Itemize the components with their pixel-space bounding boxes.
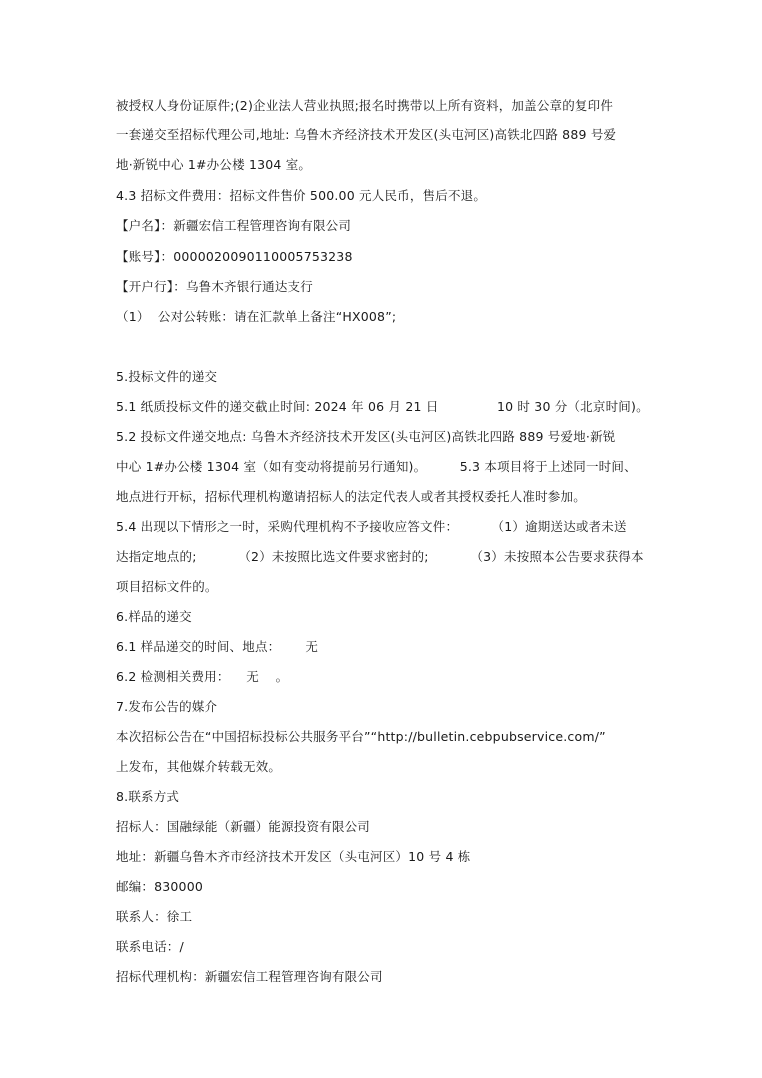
text-line-media: 本次招标公告在“中国招标投标公共服务平台”“http://bulletin.cebpubservice.com/” — [116, 729, 606, 744]
text-line-agency: 招标代理机构：新疆宏信工程管理咨询有限公司 — [116, 969, 383, 984]
text-line-rejection-end: 项目招标文件的。 — [116, 579, 218, 594]
text-line-opening: 地点进行开标，招标代理机构邀请招标人的法定代表人或者其授权委托人准时参加。 — [116, 489, 586, 504]
text-line-bank: 【开户行】：乌鲁木齐银行通达支行 — [116, 279, 313, 294]
text-line-tenderer: 招标人：国融绿能（新疆）能源投资有限公司 — [116, 819, 371, 834]
text-line-phone: 联系电话：/ — [116, 939, 184, 954]
text-line-submit-address: 一套递交至招标代理公司,地址: 乌鲁木齐经济技术开发区(头屯河区)高铁北四路 889 号爱 — [116, 127, 617, 142]
text-line-location-cont: 中心 1#办公楼 1304 室（如有变动将提前另行通知)。 5.3 本项目将于上述同一时间、 — [116, 459, 637, 474]
text-line-rejection: 5.4 出现以下情形之一时，采购代理机构不予接收应答文件： （1）逾期送达或者未送 — [116, 519, 627, 534]
text-line-rejection-cont: 达指定地点的; （2）未按照比选文件要求密封的; （3）未按照本公告要求获得本 — [116, 549, 644, 564]
section-heading-6: 6.样品的递交 — [116, 609, 192, 624]
text-line-deadline: 5.1 纸质投标文件的递交截止时间: 2024 年 06 月 21 日 10 时 30 分（北京时间)。 — [116, 399, 649, 414]
text-line-postcode: 邮编：830000 — [116, 879, 204, 894]
section-heading-7: 7.发布公告的媒介 — [116, 699, 218, 714]
text-line-fee: 4.3 招标文件费用：招标文件售价 500.00 元人民币，售后不退。 — [116, 188, 487, 203]
text-line-media-cont: 上发布，其他媒介转载无效。 — [116, 759, 282, 774]
section-heading-5: 5.投标文件的递交 — [116, 369, 218, 384]
text-line-contact: 联系人：徐工 — [116, 909, 193, 924]
text-line-transfer-note: （1） 公对公转账：请在汇款单上备注“HX008”; — [116, 309, 397, 324]
text-line-location: 5.2 投标文件递交地点: 乌鲁木齐经济技术开发区(头屯河区)高铁北四路 889 号爱地·新锐 — [116, 429, 616, 444]
section-heading-8: 8.联系方式 — [116, 789, 180, 804]
text-line-address-cont: 地·新锐中心 1#办公楼 1304 室。 — [116, 157, 312, 172]
text-line-account-number: 【账号】：0000020090110005753238 — [116, 249, 353, 264]
text-line-address: 地址：新疆乌鲁木齐市经济技术开发区（头屯河区）10 号 4 栋 — [116, 849, 471, 864]
text-line-test-fee: 6.2 检测相关费用： 无 。 — [116, 669, 289, 684]
text-line-account-name: 【户名】：新疆宏信工程管理咨询有限公司 — [116, 218, 352, 233]
text-line-id-docs: 被授权人身份证原件;(2)企业法人营业执照;报名时携带以上所有资料，加盖公章的复印件 — [116, 98, 614, 113]
text-line-sample-time: 6.1 样品递交的时间、地点： 无 — [116, 639, 319, 654]
